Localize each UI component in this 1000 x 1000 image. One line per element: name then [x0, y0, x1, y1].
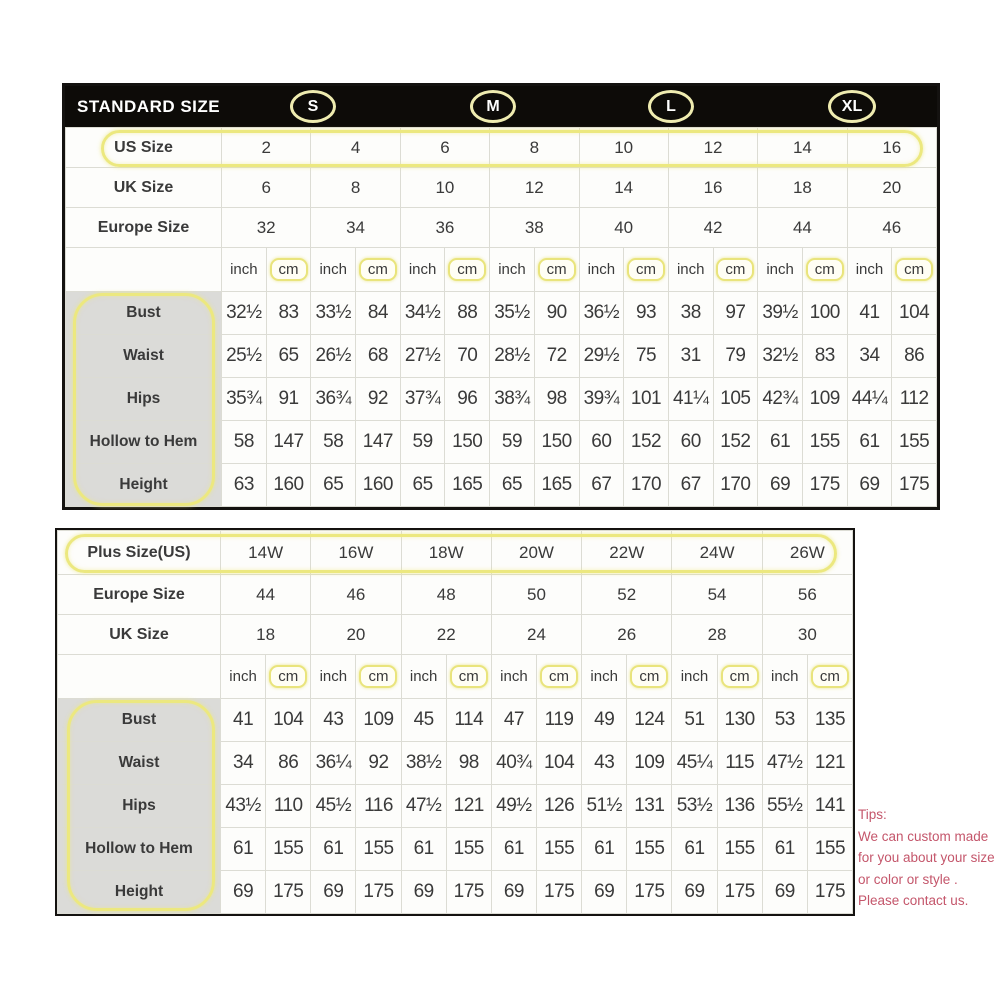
measure-cell: 175: [892, 464, 937, 507]
cm-highlight-box: cm: [538, 258, 576, 281]
size-cell: 20: [847, 168, 936, 208]
unit-inch-cell: inch: [400, 248, 445, 292]
cm-highlight-box: cm: [270, 258, 308, 281]
unit-inch-cell: inch: [582, 655, 627, 699]
size-badge-l: L: [648, 90, 694, 123]
size-badge-s: S: [290, 90, 336, 123]
measure-cell: 69: [762, 871, 807, 914]
unit-cm-cell: [446, 655, 491, 699]
measure-cell: 61: [762, 828, 807, 871]
measure-cell: 29½: [579, 335, 624, 378]
measure-cell: 34½: [400, 292, 445, 335]
unit-cm-cell: [807, 655, 852, 699]
size-cell: 18W: [401, 531, 491, 575]
tips-line: for you about your size: [858, 850, 995, 865]
size-cell: 12: [490, 168, 579, 208]
measure-row-label: Bust: [66, 292, 222, 335]
measure-cell: 32½: [758, 335, 803, 378]
measure-cell: 37¾: [400, 378, 445, 421]
measure-cell: 69: [221, 871, 266, 914]
measure-cell: 67: [668, 464, 713, 507]
measure-cell: 150: [534, 421, 579, 464]
measure-cell: 155: [717, 828, 762, 871]
measure-cell: 58: [222, 421, 267, 464]
size-cell: 20W: [491, 531, 581, 575]
unit-inch-cell: inch: [401, 655, 446, 699]
cm-highlight-box: cm: [269, 665, 307, 688]
measure-cell: 28½: [490, 335, 535, 378]
measure-cell: 83: [802, 335, 847, 378]
measure-cell: 175: [356, 871, 401, 914]
unit-inch-cell: inch: [222, 248, 267, 292]
measure-cell: 97: [713, 292, 758, 335]
measure-cell: 147: [266, 421, 311, 464]
measure-cell: 160: [356, 464, 401, 507]
unit-row-label-empty: [66, 248, 222, 292]
unit-cm-cell: [713, 248, 758, 292]
measure-cell: 69: [491, 871, 536, 914]
measure-cell: 61: [582, 828, 627, 871]
cm-highlight-box: cm: [806, 258, 844, 281]
measure-cell: 36¼: [311, 742, 356, 785]
measure-cell: 155: [627, 828, 672, 871]
measure-cell: 60: [668, 421, 713, 464]
unit-cm-cell: [266, 248, 311, 292]
cm-highlight-box: cm: [716, 258, 754, 281]
measure-cell: 150: [445, 421, 490, 464]
measure-cell: 58: [311, 421, 356, 464]
tips-note: [858, 804, 1000, 912]
measure-cell: 121: [446, 785, 491, 828]
measure-cell: 61: [847, 421, 892, 464]
measure-row-label: Hollow to Hem: [66, 421, 222, 464]
measure-cell: 112: [892, 378, 937, 421]
measure-cell: 124: [627, 699, 672, 742]
measure-cell: 65: [266, 335, 311, 378]
measure-row-label: Height: [58, 871, 221, 914]
plus-size-table: [55, 528, 855, 916]
measure-cell: 165: [534, 464, 579, 507]
size-cell: 12: [668, 128, 757, 168]
measure-cell: 155: [807, 828, 852, 871]
unit-cm-cell: [534, 248, 579, 292]
measure-cell: 175: [536, 871, 581, 914]
measure-cell: 109: [356, 699, 401, 742]
size-cell: 46: [847, 208, 936, 248]
tips-line: Please contact us.: [858, 893, 969, 908]
measure-cell: 130: [717, 699, 762, 742]
measure-cell: 39½: [758, 292, 803, 335]
size-cell: 16: [847, 128, 936, 168]
measure-cell: 88: [445, 292, 490, 335]
measure-cell: 38: [668, 292, 713, 335]
measure-cell: 65: [400, 464, 445, 507]
size-cell: 10: [400, 168, 489, 208]
measure-cell: 114: [446, 699, 491, 742]
measure-cell: 110: [266, 785, 311, 828]
cm-highlight-box: cm: [450, 665, 488, 688]
measure-cell: 35¾: [222, 378, 267, 421]
size-cell: 44: [758, 208, 847, 248]
measure-cell: 31: [668, 335, 713, 378]
size-cell: 52: [582, 575, 672, 615]
measure-cell: 49: [582, 699, 627, 742]
unit-cm-cell: [624, 248, 669, 292]
measure-cell: 104: [892, 292, 937, 335]
measure-cell: 25½: [222, 335, 267, 378]
measure-cell: 61: [672, 828, 717, 871]
size-cell: 26W: [762, 531, 852, 575]
measure-cell: 105: [713, 378, 758, 421]
measure-cell: 175: [627, 871, 672, 914]
size-cell: 8: [490, 128, 579, 168]
measure-cell: 60: [579, 421, 624, 464]
size-cell: 36: [400, 208, 489, 248]
measure-cell: 109: [627, 742, 672, 785]
measure-cell: 55½: [762, 785, 807, 828]
measure-cell: 109: [802, 378, 847, 421]
measure-cell: 126: [536, 785, 581, 828]
measure-cell: 98: [534, 378, 579, 421]
measure-cell: 36¾: [311, 378, 356, 421]
cm-highlight-box: cm: [359, 665, 397, 688]
unit-cm-cell: [356, 248, 401, 292]
measure-cell: 61: [401, 828, 446, 871]
size-badge-xl: XL: [828, 90, 876, 123]
measure-cell: 175: [807, 871, 852, 914]
size-row-label: UK Size: [58, 615, 221, 655]
standard-size-table: [62, 83, 940, 510]
measure-cell: 53: [762, 699, 807, 742]
standard-size-title: STANDARD SIZE: [77, 96, 221, 116]
measure-cell: 101: [624, 378, 669, 421]
size-cell: 40: [579, 208, 668, 248]
measure-cell: 136: [717, 785, 762, 828]
measure-cell: 175: [717, 871, 762, 914]
cm-highlight-box: cm: [721, 665, 759, 688]
measure-cell: 51½: [582, 785, 627, 828]
measure-cell: 170: [713, 464, 758, 507]
measure-cell: 152: [624, 421, 669, 464]
unit-inch-cell: inch: [579, 248, 624, 292]
size-cell: 6: [400, 128, 489, 168]
size-cell: 48: [401, 575, 491, 615]
measure-cell: 92: [356, 378, 401, 421]
measure-cell: 104: [536, 742, 581, 785]
standard-size-grid: [65, 127, 937, 507]
size-cell: 44: [221, 575, 311, 615]
size-cell: 34: [311, 208, 400, 248]
measure-cell: 43: [311, 699, 356, 742]
measure-cell: 96: [445, 378, 490, 421]
measure-cell: 86: [266, 742, 311, 785]
tips-line: or color or style .: [858, 871, 958, 887]
measure-cell: 69: [758, 464, 803, 507]
size-badge-m: M: [470, 90, 516, 123]
unit-inch-cell: inch: [762, 655, 807, 699]
measure-cell: 104: [266, 699, 311, 742]
unit-cm-cell: [627, 655, 672, 699]
size-cell: 16: [668, 168, 757, 208]
size-cell: 24: [491, 615, 581, 655]
size-row-label: US Size: [66, 128, 222, 168]
measure-cell: 155: [536, 828, 581, 871]
measure-cell: 67: [579, 464, 624, 507]
measure-cell: 119: [536, 699, 581, 742]
size-cell: 18: [221, 615, 311, 655]
cm-highlight-box: cm: [627, 258, 665, 281]
cm-highlight-box: cm: [359, 258, 397, 281]
measure-cell: 175: [446, 871, 491, 914]
measure-cell: 47½: [401, 785, 446, 828]
measure-cell: 39¾: [579, 378, 624, 421]
measure-cell: 69: [672, 871, 717, 914]
size-row-label: Plus Size(US): [58, 531, 221, 575]
unit-inch-cell: inch: [668, 248, 713, 292]
measure-cell: 45¼: [672, 742, 717, 785]
measure-cell: 65: [311, 464, 356, 507]
measure-cell: 41¼: [668, 378, 713, 421]
measure-cell: 83: [266, 292, 311, 335]
measure-row-label: Hollow to Hem: [58, 828, 221, 871]
unit-cm-cell: [536, 655, 581, 699]
unit-cm-cell: [356, 655, 401, 699]
unit-inch-cell: inch: [847, 248, 892, 292]
measure-cell: 45: [401, 699, 446, 742]
measure-cell: 45½: [311, 785, 356, 828]
unit-inch-cell: inch: [221, 655, 266, 699]
measure-cell: 47: [491, 699, 536, 742]
measure-cell: 115: [717, 742, 762, 785]
measure-cell: 43½: [221, 785, 266, 828]
measure-cell: 131: [627, 785, 672, 828]
unit-inch-cell: inch: [311, 655, 356, 699]
measure-cell: 61: [221, 828, 266, 871]
measure-cell: 38¾: [490, 378, 535, 421]
size-cell: 38: [490, 208, 579, 248]
size-cell: 46: [311, 575, 401, 615]
size-cell: 14W: [221, 531, 311, 575]
measure-cell: 44¼: [847, 378, 892, 421]
measure-cell: 75: [624, 335, 669, 378]
measure-cell: 116: [356, 785, 401, 828]
measure-cell: 61: [491, 828, 536, 871]
measure-cell: 175: [266, 871, 311, 914]
measure-cell: 61: [758, 421, 803, 464]
measure-cell: 68: [356, 335, 401, 378]
measure-cell: 59: [400, 421, 445, 464]
size-cell: 20: [311, 615, 401, 655]
measure-cell: 86: [892, 335, 937, 378]
unit-inch-cell: inch: [758, 248, 803, 292]
measure-cell: 92: [356, 742, 401, 785]
measure-cell: 170: [624, 464, 669, 507]
measure-cell: 155: [266, 828, 311, 871]
measure-row-label: Waist: [58, 742, 221, 785]
measure-cell: 43: [582, 742, 627, 785]
size-row-label: Europe Size: [58, 575, 221, 615]
measure-cell: 47½: [762, 742, 807, 785]
measure-cell: 69: [401, 871, 446, 914]
measure-cell: 135: [807, 699, 852, 742]
measure-cell: 69: [847, 464, 892, 507]
measure-cell: 69: [311, 871, 356, 914]
measure-cell: 160: [266, 464, 311, 507]
measure-cell: 93: [624, 292, 669, 335]
measure-cell: 175: [802, 464, 847, 507]
unit-inch-cell: inch: [672, 655, 717, 699]
measure-cell: 34: [221, 742, 266, 785]
size-cell: 14: [758, 128, 847, 168]
size-cell: 16W: [311, 531, 401, 575]
size-cell: 24W: [672, 531, 762, 575]
measure-cell: 27½: [400, 335, 445, 378]
unit-inch-cell: inch: [491, 655, 536, 699]
cm-highlight-box: cm: [540, 665, 578, 688]
measure-cell: 26½: [311, 335, 356, 378]
standard-size-header-bar: [65, 86, 937, 127]
measure-cell: 152: [713, 421, 758, 464]
cm-highlight-box: cm: [448, 258, 486, 281]
measure-cell: 35½: [490, 292, 535, 335]
tips-title: Tips:: [858, 807, 887, 822]
measure-row-label: Hips: [58, 785, 221, 828]
unit-inch-cell: inch: [490, 248, 535, 292]
measure-cell: 33½: [311, 292, 356, 335]
measure-cell: 34: [847, 335, 892, 378]
measure-row-label: Height: [66, 464, 222, 507]
size-cell: 22: [401, 615, 491, 655]
measure-cell: 53½: [672, 785, 717, 828]
measure-cell: 63: [222, 464, 267, 507]
size-cell: 6: [222, 168, 311, 208]
measure-cell: 155: [356, 828, 401, 871]
measure-cell: 72: [534, 335, 579, 378]
cm-highlight-box: cm: [895, 258, 933, 281]
measure-cell: 100: [802, 292, 847, 335]
size-cell: 18: [758, 168, 847, 208]
measure-cell: 84: [356, 292, 401, 335]
measure-cell: 49½: [491, 785, 536, 828]
measure-cell: 90: [534, 292, 579, 335]
unit-cm-cell: [802, 248, 847, 292]
size-cell: 42: [668, 208, 757, 248]
measure-cell: 41: [221, 699, 266, 742]
measure-cell: 38½: [401, 742, 446, 785]
measure-cell: 40¾: [491, 742, 536, 785]
measure-cell: 32½: [222, 292, 267, 335]
size-row-label: UK Size: [66, 168, 222, 208]
measure-cell: 165: [445, 464, 490, 507]
measure-row-label: Bust: [58, 699, 221, 742]
measure-cell: 59: [490, 421, 535, 464]
measure-cell: 91: [266, 378, 311, 421]
unit-cm-cell: [892, 248, 937, 292]
measure-cell: 147: [356, 421, 401, 464]
measure-cell: 61: [311, 828, 356, 871]
measure-cell: 141: [807, 785, 852, 828]
measure-cell: 42¾: [758, 378, 803, 421]
size-cell: 54: [672, 575, 762, 615]
measure-row-label: Waist: [66, 335, 222, 378]
measure-cell: 69: [582, 871, 627, 914]
unit-row-label-empty: [58, 655, 221, 699]
cm-highlight-box: cm: [811, 665, 849, 688]
unit-inch-cell: inch: [311, 248, 356, 292]
size-cell: 26: [582, 615, 672, 655]
size-cell: 14: [579, 168, 668, 208]
unit-cm-cell: [266, 655, 311, 699]
measure-cell: 155: [892, 421, 937, 464]
size-cell: 30: [762, 615, 852, 655]
size-cell: 4: [311, 128, 400, 168]
size-row-label: Europe Size: [66, 208, 222, 248]
measure-cell: 65: [490, 464, 535, 507]
size-cell: 8: [311, 168, 400, 208]
size-cell: 2: [222, 128, 311, 168]
size-cell: 22W: [582, 531, 672, 575]
plus-size-grid: [57, 530, 853, 914]
cm-highlight-box: cm: [630, 665, 668, 688]
measure-cell: 70: [445, 335, 490, 378]
measure-cell: 121: [807, 742, 852, 785]
size-cell: 32: [222, 208, 311, 248]
measure-cell: 155: [802, 421, 847, 464]
unit-cm-cell: [717, 655, 762, 699]
size-cell: 50: [491, 575, 581, 615]
measure-cell: 155: [446, 828, 491, 871]
unit-cm-cell: [445, 248, 490, 292]
measure-cell: 51: [672, 699, 717, 742]
measure-cell: 36½: [579, 292, 624, 335]
measure-cell: 41: [847, 292, 892, 335]
tips-line: We can custom made: [858, 828, 989, 844]
measure-cell: 98: [446, 742, 491, 785]
measure-row-label: Hips: [66, 378, 222, 421]
measure-cell: 79: [713, 335, 758, 378]
size-cell: 56: [762, 575, 852, 615]
size-cell: 10: [579, 128, 668, 168]
size-cell: 28: [672, 615, 762, 655]
